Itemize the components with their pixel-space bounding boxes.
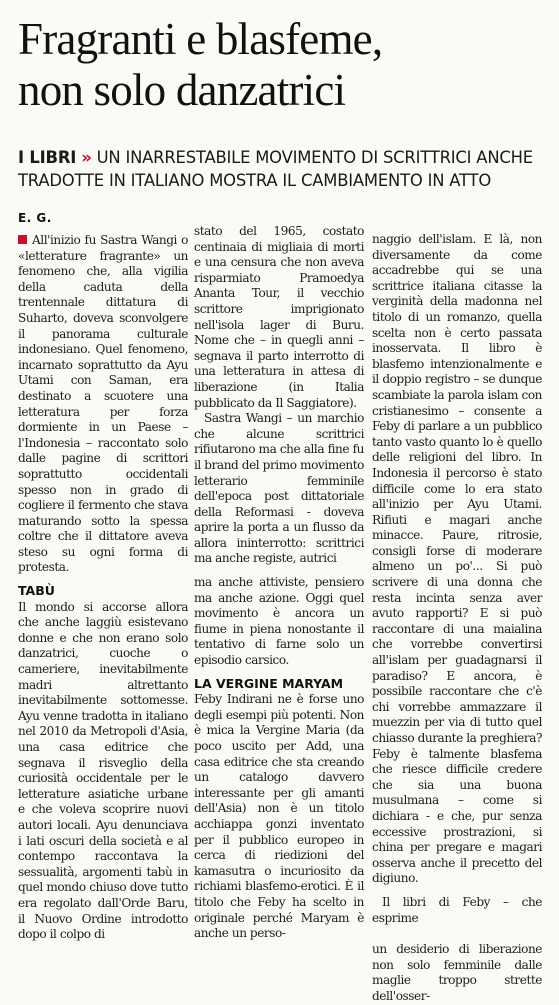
byline: E. G. (18, 211, 52, 225)
body-paragraph: stato del 1965, costato centinaia di migliaia di morti e una censura che non aveva risparmiato Pramoedya Ananta Tour, il vecchio scrittore imprigionato nell'isola lager di Buru. Nome che – in quegli anni – segnava il parto interrotto di una letteratura in attesa di liberazione (in Italia pubblicato da Il Saggiatore). (194, 224, 364, 410)
intro-text: All'inizio fu Sastra Wangi o «letterature fragrante» un fenomeno che, alla vigilia della caduta della trentennale dittatura di Suharto, doveva sconvolgere il panorama culturale indonesiano. Quel fenomeno, incarnato soprattutto da Ayu Utami con Saman, era destinato a scuotere una letteratura per forza dormiente in un Paese – l'Indonesia – raccontato solo dalle pagine di scrittori soprattutto occidentali spesso non in grado di cogliere il fermento che stava maturando sotto la spessa coltre che il dittatore aveva steso su ogni forma di protesta. (18, 233, 188, 575)
body-paragraph: ma anche attiviste, pensiero ma anche azione. Oggi quel movimento è ancora un fiume in piena nonostante il tentativo di farne solo un episodio carsico. (194, 575, 364, 668)
deck (18, 146, 548, 192)
body-paragraph: Sastra Wangi – un marchio che alcune scrittrici rifiutarono ma che alla fine fu il brand del primo movimento letterario femminile dell'epoca post dittatoriale della Reformasi - doveva aprire la porta a un flusso da allora ininterrotto: scrittrici ma anche registe, autrici (194, 411, 364, 566)
body-paragraph: naggio dell'islam. E là, non diversamente da come accadrebbe qui se una scrittrice italiana citasse la verginità della madonna nel titolo di un romanzo, quella scelta non è certo passata inosservata. Il libro è blasfemo intenzionalmente e il doppio registro – se dunque scambiate la parola islam con cristianesimo – consente a Feby di parlare a un pubblico tanto vasto quanto lo è quello delle religioni del libro. In Indonesia il percorso è stato difficile come lo era stato all'inizio per Ayu Utami. Rifiuti e magari anche minacce. Paure, ritrosie, consigli forse di moderare almeno un po'... Si può scrivere di una donna che resta incinta senza aver avuto rapporti? E si può raccontare di una maialina che vorrebbe convertirsi all'islam per guadagnarsi il paradiso? E ancora, è possibile raccontare che c'è chi vorrebbe ammazzare il muezzin per via di tutto quel chiasso durante la preghiera? Feby è talmente blasfema che riesce difficile credere che sia una buona musulmana – come si dichiara - e che, pur senza eccessive prostrazioni, si china per pregare e magari osserva anche il precetto del digiuno. (372, 232, 542, 886)
column-gap (194, 567, 364, 575)
deck-text: UN INARRESTABILE MOVIMENTO DI SCRITTRICI ANCHE TRADOTTE IN ITALIANO MOSTRA IL CAMBIAMENTO IN ATTO (18, 148, 533, 190)
section-kicker: I LIBRI (18, 148, 77, 167)
column-gap (372, 887, 542, 895)
drop-square-icon (18, 235, 27, 244)
body-paragraph: Feby Indirani ne è forse uno degli esempi più potenti. Non è mica la Vergine Maria (da poco uscito per Add, una casa editrice che sta creando un catalogo davvero interessante per gli amanti dell'Asia) non è un titolo acchiappa gonzi inventato per il pubblico europeo in cerca di riedizioni del kamasutra o incuriosito da richiami blasfemo-erotici. È il titolo che Feby ha scelto in originale perché Maryam è anche un perso- (194, 692, 364, 941)
body-paragraph: Il libri di Feby – che esprime (372, 894, 542, 925)
article-column-2 (194, 224, 364, 941)
body-paragraph: un desiderio di liberazione non solo femminile dalle maglie troppo strette dell'osser- (372, 942, 542, 1003)
body-paragraph: Il mondo si accorse allora che anche laggiù esistevano donne e che non erano solo danzatrici, cuoche o cameriere, inevitabilmente madri altrettanto inevitabilmente sottomesse. Ayu venne tradotta in italiano nel 2010 da Metropoli d'Asia, una casa editrice che segnava il risveglio della curiosità occidentale per le letterature asiatiche urbane e che voleva scoprire nuovi autori locali. Ayu denunciava i lati oscuri della società e al contempo raccontava la sessualità, argomenti tabù in quel mondo chiuso dove tutto era regolato dall'Orde Baru, il Nuovo Ordine introdotto dopo il colpo di (18, 599, 188, 942)
subhead-vergine-maryam: LA VERGINE MARYAM (194, 675, 344, 691)
headline (18, 14, 548, 116)
article-column-1 (18, 233, 188, 942)
article-column-3 (372, 232, 542, 1003)
headline-line-1: Fragranti e blasfeme, (18, 14, 383, 64)
kicker-arrows: » (81, 148, 92, 167)
headline-line-2: non solo danzatrici (18, 65, 346, 115)
intro-paragraph (18, 233, 188, 576)
subhead-tabu: TABÙ (18, 583, 55, 599)
column-gap (372, 926, 542, 942)
